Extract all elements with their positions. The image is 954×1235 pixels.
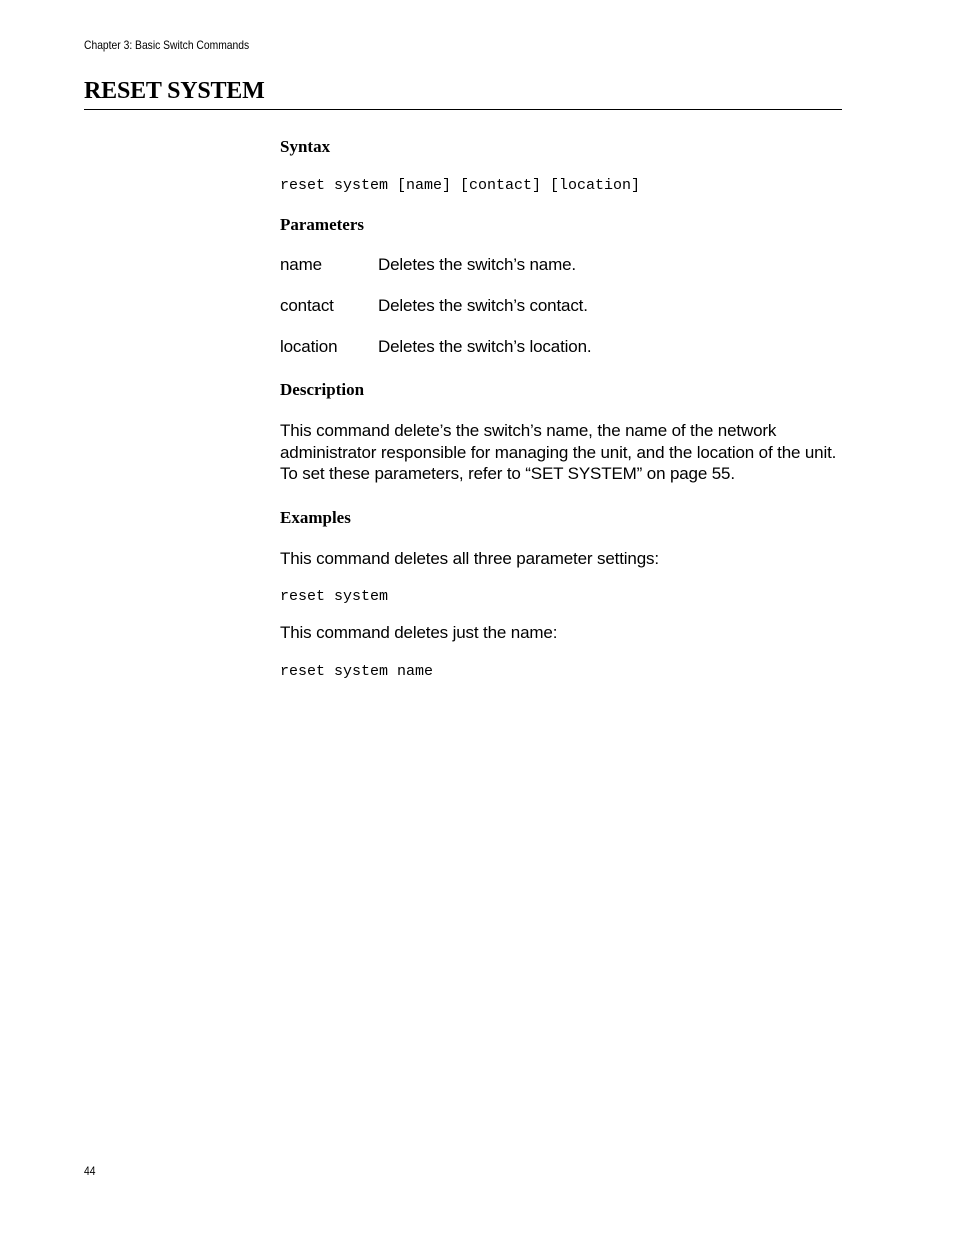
running-header: Chapter 3: Basic Switch Commands (84, 38, 250, 52)
example-code: reset system (280, 588, 389, 605)
example-code: reset system name (280, 663, 434, 680)
examples-heading: Examples (280, 508, 351, 527)
page-number: 44 (84, 1164, 96, 1178)
syntax-command: reset system [name] [contact] [location] (280, 177, 641, 194)
title-rule (84, 109, 842, 110)
parameter-name: name (280, 255, 322, 274)
parameter-description: Deletes the switch’s contact. (378, 296, 588, 315)
parameter-name: location (280, 337, 338, 356)
description-heading: Description (280, 380, 365, 399)
parameter-name: contact (280, 296, 334, 315)
parameter-description: Deletes the switch’s name. (378, 255, 576, 274)
description-text: This command delete’s the switch’s name, the name of the network administrator responsible for managing the unit, and the location of the unit. To set these parameters, refer to “SET SYSTEM” on page 55. (280, 421, 837, 483)
example-text: This command deletes all three parameter settings: (280, 549, 659, 568)
parameters-heading: Parameters (280, 215, 365, 234)
parameter-description: Deletes the switch’s location. (378, 337, 592, 356)
example-text: This command deletes just the name: (280, 623, 558, 642)
syntax-heading: Syntax (280, 137, 331, 156)
section-title: RESET SYSTEM (84, 78, 265, 104)
